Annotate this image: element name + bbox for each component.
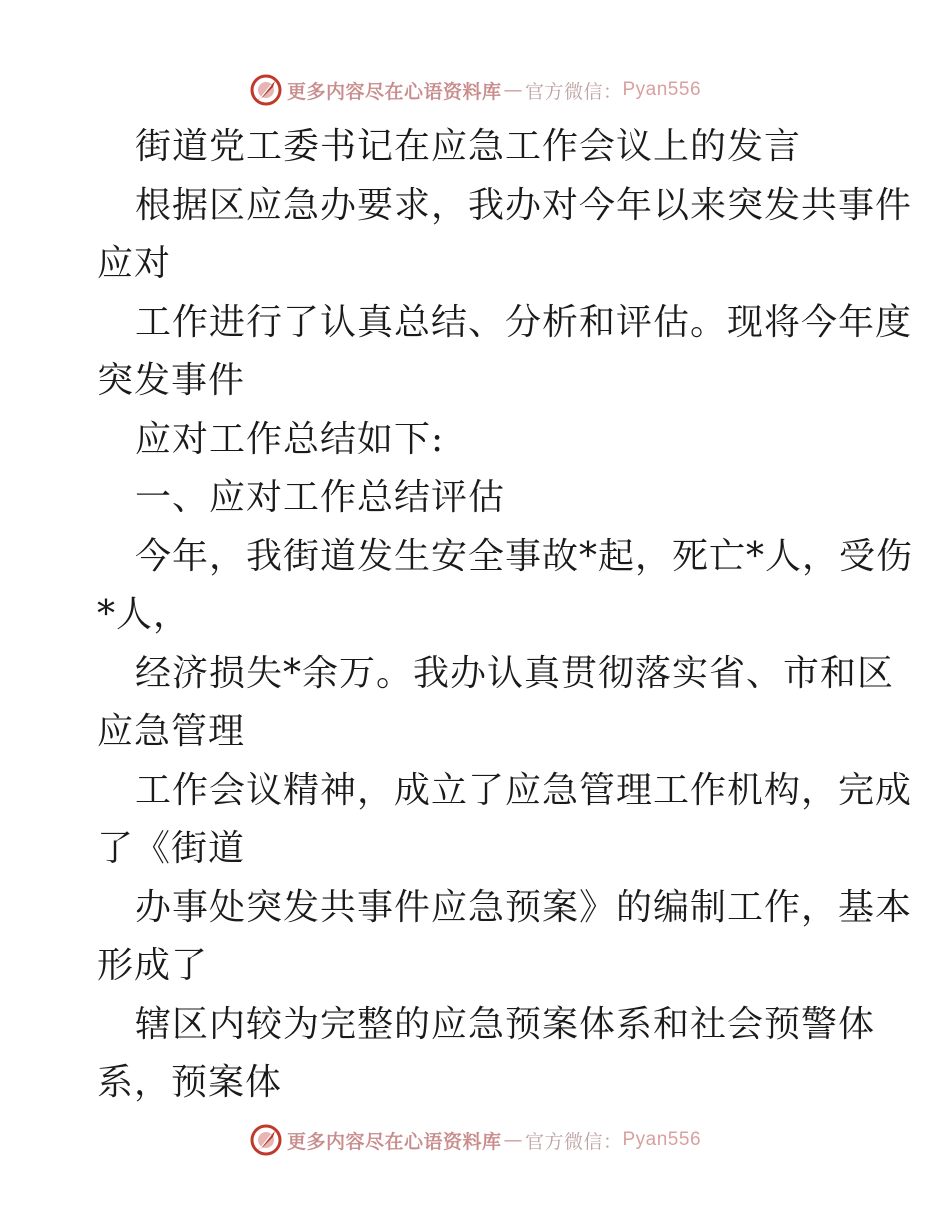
banner-dash: — [503,79,523,101]
header-watermark-banner [0,70,950,110]
document-line: 工作进行了认真总结、分析和评估。现将今年度 [135,301,913,343]
document-line: 办事处突发共事件应急预案》的编制工作，基本 [135,886,913,928]
document-line: 系，预案体 [97,1062,283,1103]
document-line: 应急管理 [97,711,246,752]
banner-wechat-label: 官方微信： [524,1130,623,1153]
banner-main-text: 更多内容尽在心语资料库 [286,1130,502,1153]
banner-main-text: 更多内容尽在心语资料库 [286,80,502,103]
document-line: 应对 [97,243,172,284]
document-line: 辖区内较为完整的应急预案体系和社会预警体 [135,1003,876,1045]
banner-wechat-id: Pyan556 [622,1129,702,1150]
document-line: 工作会议精神，成立了应急管理工作机构，完成 [135,769,913,811]
document-line: 今年，我街道发生安全事故*起，死亡*人，受伤 [135,535,914,577]
document-line: 形成了 [97,945,209,986]
document-body [97,118,914,1113]
banner-wechat-label: 官方微信： [524,80,623,103]
document-line: 街道党工委书记在应急工作会议上的发言 [135,126,802,167]
quill-logo-icon [249,73,283,107]
quill-logo-icon [249,1123,283,1157]
document-line: *人， [97,594,191,635]
document-line: 应对工作总结如下: [135,418,445,460]
document-line: 了《街道 [97,828,246,869]
document-line: 突发事件 [97,360,246,401]
document-line: 经济损失*余万。我办认真贯彻落实省、市和区 [135,652,895,694]
document-line: 一、应对工作总结评估 [135,477,506,518]
footer-watermark-banner [0,1120,950,1160]
document-line: 根据区应急办要求，我办对今年以来突发共事件 [135,184,913,226]
banner-dash: — [503,1129,523,1151]
banner-wechat-id: Pyan556 [622,79,702,100]
